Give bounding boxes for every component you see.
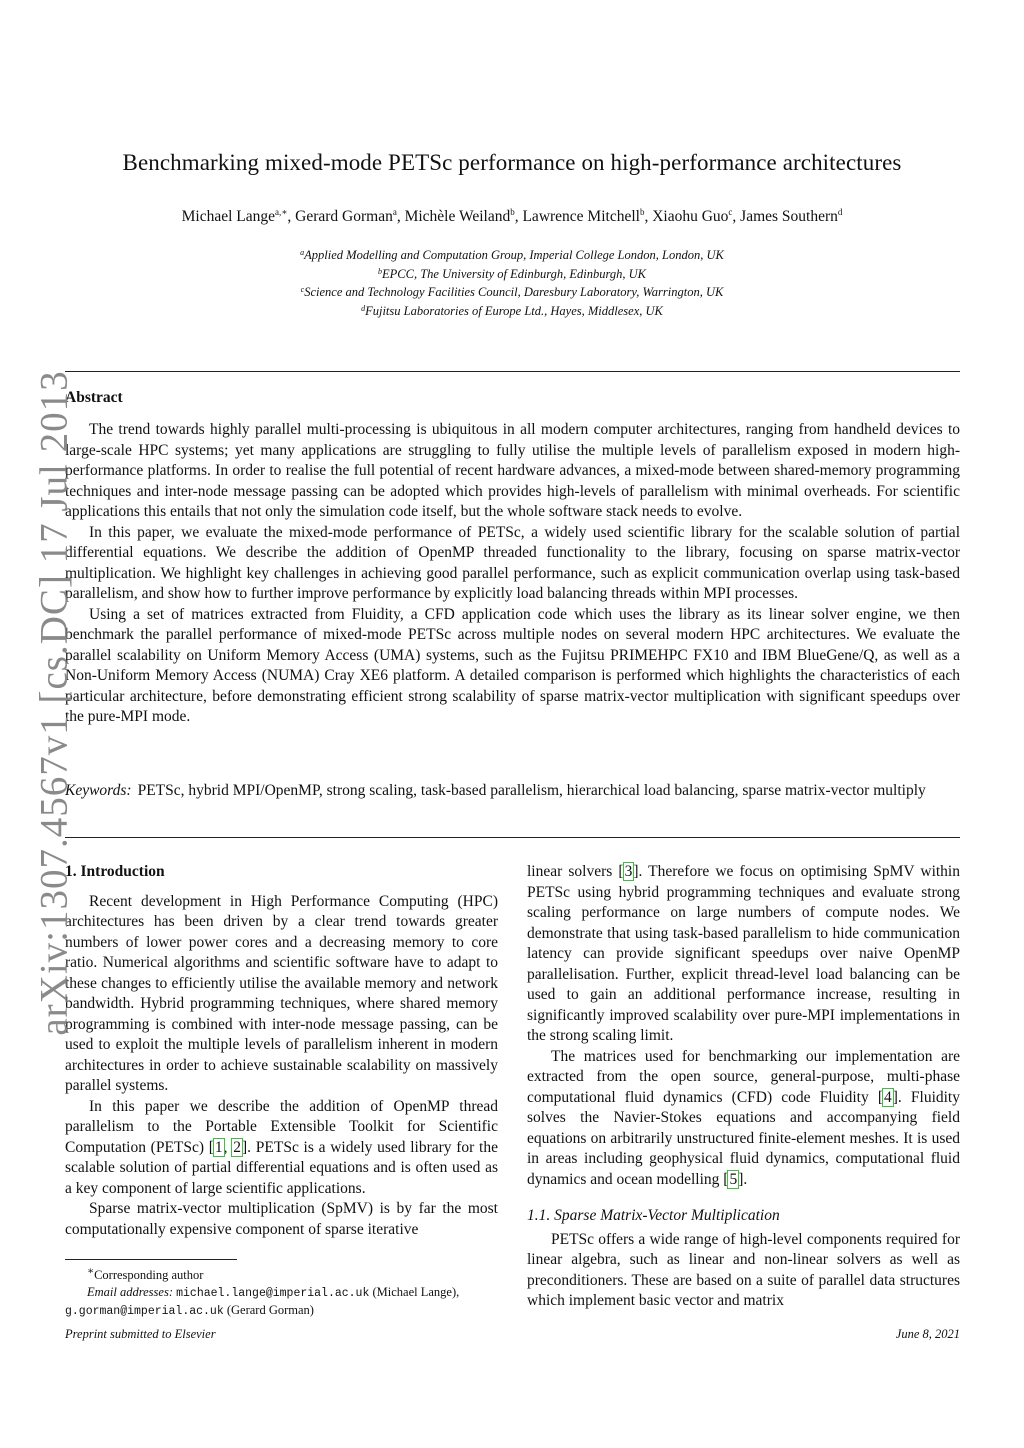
text-run: linear solvers [ xyxy=(527,863,624,880)
text-run: ]. Fluidity solves the Navier-Stokes equations and accompanying field equations on arbitrarily unstructured finite-element meshes. It is used in areas including geophysical fluid dynamics, computational fluid dynamics and ocean modelling [ xyxy=(527,1088,960,1188)
abstract-paragraph: In this paper, we evaluate the mixed-mode performance of PETSc, a widely used scientific library for the scalable solution of partial differential equations. We describe the addition of OpenMP threaded functionality to the library, focusing on sparse matrix-vector multiplication. We highlight key challenges in achieving good parallel performance, such as explicit communication overlap using task-based parallelism, and show how to further improve performance by explicitly load balancing threads within MPI processes. xyxy=(65,523,960,602)
author-name: Gerard Gorman xyxy=(295,208,393,225)
email-owner: (Michael Lange), xyxy=(372,1285,460,1300)
affiliation-line xyxy=(60,301,964,320)
affiliation-text: Applied Modelling and Computation Group, Imperial College London, London, UK xyxy=(304,248,724,262)
keywords-label: Keywords: xyxy=(65,782,132,799)
abstract-paragraph: The trend towards highly parallel multi-processing is ubiquitous in all modern computer architectures, ranging from handheld devices to large-scale HPC systems; yet many applications are struggling to fully utilise the multiple levels of parallelism exposed in modern high-performance platforms. In order to realise the full potential of recent hardware advances, a mixed-mode between shared-memory programming techniques and inter-node message passing can be adopted which provides high-levels of parallelism with minimal overheads. For scientific applications this entails that not only the simulation code itself, but the whole software stack needs to evolve. xyxy=(65,421,960,520)
subsection-heading: 1.1. Sparse Matrix-Vector Multiplication xyxy=(527,1207,780,1224)
affiliation-line xyxy=(60,245,964,264)
affiliation-list xyxy=(60,245,964,319)
citation-link[interactable]: 5 xyxy=(729,1170,738,1188)
author-affiliation-mark: d xyxy=(837,207,843,217)
paper-title: Benchmarking mixed-mode PETSc performance on high-performance architectures xyxy=(122,150,902,175)
body-paragraph xyxy=(527,862,960,1047)
text-run: In this paper we describe the addition of OpenMP thread parallelism to the Portable Extensible Toolkit for Scientific Computation (PETSc) [ xyxy=(65,1097,498,1156)
body-paragraph: PETSc offers a wide range of high-level components required for linear algebra, such as linear and non-linear solvers as well as preconditioners. These are based on a suite of parallel data structures which implement basic vector and matrix xyxy=(527,1230,960,1309)
body-paragraph xyxy=(65,1097,498,1200)
arxiv-identifier[interactable]: arXiv:1307.4567v1 [cs.DC] 17 Jul 2013 xyxy=(32,370,76,1036)
citation-link[interactable]: 3 xyxy=(624,863,633,880)
affiliation-mark: a xyxy=(300,248,305,257)
affiliation-text: EPCC, The University of Edinburgh, Edinburgh, UK xyxy=(382,266,646,281)
left-column xyxy=(65,862,498,1240)
abstract-heading: Abstract xyxy=(65,389,123,406)
abstract-top-rule xyxy=(65,371,960,372)
author-list: Michael Lange$^{a,∗}$, Gerard Gorman$^a$, Michèle Weiland$^b$, Lawrence Mitchell$^b$, Xiaohu Guo$^c$, James Southern$^d$ xyxy=(181,207,843,225)
body-paragraph: Sparse matrix-vector multiplication (SpMV) is by far the most computationally expensive component of sparse iterative xyxy=(65,1200,498,1238)
footer-date: June 8, 2021 xyxy=(895,1327,960,1341)
author-name: Xiaohu Guo xyxy=(652,208,729,225)
author-name: Michael Lange xyxy=(181,208,275,225)
email-label: Email addresses: xyxy=(87,1285,173,1300)
affiliation-text: Science and Technology Facilities Council, Daresbury Laboratory, Warrington, UK xyxy=(304,285,724,299)
affiliation-mark: c xyxy=(300,285,305,294)
abstract-paragraph: Using a set of matrices extracted from Fluidity, a CFD application code which uses the library as its linear solver engine, we then benchmark the parallel performance of mixed-mode PETSc across multiple nodes on several modern HPC architectures. We evaluate the parallel scalability on Uniform Memory Access (UMA) systems, such as the Fujitsu PRIMEHPC FX10 and IBM BlueGene/Q, as well as a Non-Uniform Memory Access (NUMA) Cray XE6 platform. A detailed comparison is performed which highlights the characteristics of each particular architecture, before demonstrating efficient strong scalability of sparse matrix-vector multiplication with significant speedups over the pure-MPI mode. xyxy=(65,605,960,725)
affiliation-line xyxy=(60,282,964,301)
footer-preprint: Preprint submitted to Elsevier xyxy=(65,1327,216,1341)
citation-link[interactable]: 1 xyxy=(214,1138,223,1156)
footnote-text: Corresponding author xyxy=(94,1268,204,1283)
email-link[interactable]: g.gorman@imperial.ac.uk xyxy=(65,1305,224,1319)
section-heading: 1. Introduction xyxy=(65,863,165,880)
citation-link[interactable]: 4 xyxy=(884,1088,892,1106)
text-run: , xyxy=(223,1138,233,1156)
body-paragraph xyxy=(527,1047,960,1191)
email-owner: (Gerard Gorman) xyxy=(226,1303,314,1318)
body-paragraph: Recent development in High Performance Computing (HPC) architectures has been driven by a clear trend towards greater numbers of lower power cores and a decreasing memory to core ratio. Numerical algorithms and scientific software have to adapt to these changes to efficiently utilise the available memory and network bandwidth. Hybrid programming techniques, where shared memory programming is combined with inter-node message passing, can be used to exploit the multiple levels of parallelism inherent in modern architectures in order to achieve sustainable scalability on massively parallel systems. xyxy=(65,892,498,1094)
footnotes xyxy=(65,1263,498,1320)
text-run: ]. Therefore we focus on optimising SpMV within PETSc using hybrid programming techniques and evaluate strong scaling performance on large numbers of compute nodes. We demonstrate that using task-based parallelism to hide communication latency can provide significant speedups over naive OpenMP parallelisation. Further, explicit thread-level load balancing can be used to gain an additional performance increase, resulting in significantly improved scalability over pure-MPI implementations in the strong scaling limit. xyxy=(527,863,960,1044)
text-run: ]. xyxy=(738,1170,748,1188)
author-affiliation-mark: b xyxy=(510,207,515,217)
citation-link[interactable]: 2 xyxy=(233,1138,242,1156)
right-column xyxy=(527,862,960,1312)
affiliation-line xyxy=(60,264,964,283)
footnote-mark: ∗ xyxy=(87,1266,95,1277)
author-affiliation-mark: c xyxy=(728,207,733,217)
author-affiliation-mark: a,∗ xyxy=(275,207,288,217)
keywords-text: PETSc, hybrid MPI/OpenMP, strong scaling, task-based parallelism, hierarchical load balancing, sparse matrix-vector multiply xyxy=(137,782,926,799)
author-affiliation-mark: b xyxy=(639,207,645,217)
footnote-corresponding xyxy=(65,1263,498,1284)
abstract-body xyxy=(65,420,960,728)
author-name: Lawrence Mitchell xyxy=(522,208,640,225)
author-name: James Southern xyxy=(740,208,838,225)
text-run: ]. PETSc is a widely used library for the scalable solution of partial differential equations and is often used as a key component of large scientific applications. xyxy=(65,1138,498,1197)
footnote-emails-cont xyxy=(65,1302,498,1320)
footnote-rule xyxy=(65,1259,237,1260)
keywords xyxy=(65,781,960,802)
author-name: Michèle Weiland xyxy=(404,208,511,225)
email-link[interactable]: michael.lange@imperial.ac.uk xyxy=(176,1287,370,1301)
affiliation-mark: d xyxy=(361,303,366,313)
author-affiliation-mark: a xyxy=(392,207,397,217)
text-run: The matrices used for benchmarking our implementation are extracted from the open source, general-purpose, multi-phase computational fluid dynamics (CFD) code Fluidity [ xyxy=(527,1047,960,1106)
affiliation-mark: b xyxy=(378,266,382,276)
abstract-bottom-rule xyxy=(65,837,960,838)
affiliation-text: Fujitsu Laboratories of Europe Ltd., Hayes, Middlesex, UK xyxy=(365,303,663,318)
footnote-emails xyxy=(65,1284,498,1302)
